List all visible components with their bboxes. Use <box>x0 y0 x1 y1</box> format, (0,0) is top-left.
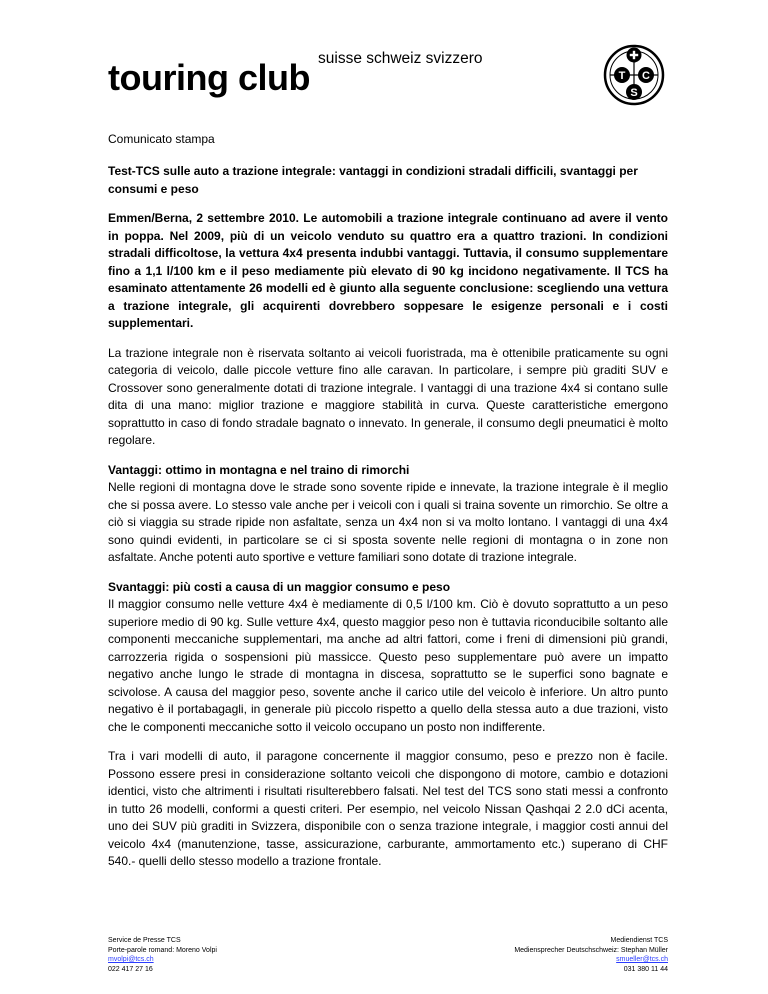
disadvantages-section <box>108 579 668 737</box>
footer-contact-right <box>514 936 668 974</box>
footer-right-phone: 031 380 11 44 <box>623 965 668 973</box>
lead-paragraph: Emmen/Berna, 2 settembre 2010. Le automobili a trazione integrale continuano ad avere il vento in poppa. Nel 2009, più di un veicolo venduto su quattro era a quattro trazioni. In condizioni stradali difficoltose, la vettura 4x4 presenta indubbi vantaggi. Tuttavia, il consumo supplementare fino a 1,1 l/100 km e il peso mediamente più elevato di 90 kg incidono negativamente. Il TCS ha esaminato attentamente 26 modelli ed è giunto alla seguente conclusione: scegliendo una vettura a trazione integrale, gli acquirenti dovrebbero soppesare le esigenze personali e i costi supplementari. <box>108 211 668 330</box>
logo-letter-t: T <box>618 70 626 82</box>
footer-left-email-link[interactable]: mvolpi@tcs.ch <box>108 956 154 963</box>
disadvantages-heading: Svantaggi: più costi a causa di un maggior consumo e peso <box>108 579 451 594</box>
logo-letter-s: S <box>630 87 638 99</box>
intro-paragraph: La trazione integrale non è riservata soltanto ai veicoli fuoristrada, ma è ottenibile praticamente su ogni categoria di veicolo, dalle piccole vetture fino alle caravan. In particolare, i sempre più graditi SUV e Crossover sono generalmente dotati di trazione integrale. I vantaggi di una trazione 4x4 si contano sulle dita di una mano: miglior trazione e maggiore stabilità in curva. Queste caratteristiche emergono soprattutto in caso di fondo stradale bagnato o innevato. In generale, il consumo degli pneumatici è molto regolare. <box>108 345 668 447</box>
brand-tagline: suisse schweiz svizzero <box>318 50 483 67</box>
tcs-logo-icon <box>603 44 665 106</box>
document-kind: Comunicato stampa <box>108 132 215 146</box>
footer-contact-left <box>108 936 217 974</box>
press-release-body <box>108 163 668 883</box>
disadvantages-text: Il maggior consumo nelle vetture 4x4 è mediamente di 0,5 l/100 km. Ciò è dovuto soprattutto a un peso superiore medio di 90 kg. Sulle vetture 4x4, questo maggior peso non è tuttavia riconducibile soltanto alle componenti meccaniche supplementari, ma anche ad altri fattori, come i freni di dimensioni più grandi, carrozzeria rigida o sospensioni più massicce. Questo peso supplementare può avere un impatto negativo anche lungo le strade di montagna in discesa, soprattutto se le superfici sono bagnate e scivolose. A causa del maggior peso, sovente anche il carico utile del veicolo è inferiore. Un altro punto negativo è il portabagagli, in generale più piccolo rispetto a quello della stessa auto a due trazioni, visto che le componenti meccaniche sotto il veicolo occupano un posto non indifferente. <box>108 597 668 734</box>
footer-left-spokesperson: Porte-parole romand: Moreno Volpi <box>108 946 217 954</box>
footer-right-spokesperson: Mediensprecher Deutschschweiz: Stephan Müller <box>514 946 668 954</box>
advantages-heading: Vantaggi: ottimo in montagna e nel traino di rimorchi <box>108 462 410 477</box>
brand-name: touring club <box>108 57 310 98</box>
advantages-section <box>108 462 668 567</box>
footer-right-email-link[interactable]: smueller@tcs.ch <box>616 956 668 963</box>
footer-left-phone: 022 417 27 16 <box>108 965 153 973</box>
footer-right-service: Mediendienst TCS <box>610 937 668 944</box>
advantages-text: Nelle regioni di montagna dove le strade sono sovente ripide e innevate, la trazione integrale è il meglio che si possa avere. Lo stesso vale anche per i veicoli con i quali si traina sovente un rimorchio. Se oltre a ciò si viaggia su strade ripide non asfaltate, senza un 4x4 non si va molto lontano. I vantaggi di una 4x4 sono quindi evidenti, in particolare se ci si sposta sovente nelle regioni di montagna o in zone non asfaltate. Anche potenti auto sportive e vetture familiari sono dotate di trazione integrale. <box>108 480 668 564</box>
logo-letter-c: C <box>642 70 650 82</box>
comparison-paragraph: Tra i vari modelli di auto, il paragone concernente il maggior consumo, peso e prezzo non è facile. Possono essere presi in considerazione soltanto veicoli che dispongono di motore, cambio e dotazioni identici, visto che altrimenti i risultati risulterebbero falsati. Nel test del TCS sono stati messi a confronto in tutto 26 modelli, conformi a questi criteri. Per esempio, nel veicolo Nissan Qashqai 2 2.0 dCi acenta, uno dei SUV più graditi in Svizzera, disponibile con o senza trazione integrale, i maggior costi annui del veicolo 4x4 (manutenzione, tasse, assicurazione, carburante, ammortamento etc.) superano di CHF 540.- quelli dello stesso modello a trazione frontale. <box>108 749 668 868</box>
document-title: Test-TCS sulle auto a trazione integrale: vantaggi in condizioni stradali difficili, svantaggi per consumi e peso <box>108 164 638 196</box>
footer-left-service: Service de Presse TCS <box>108 937 181 944</box>
